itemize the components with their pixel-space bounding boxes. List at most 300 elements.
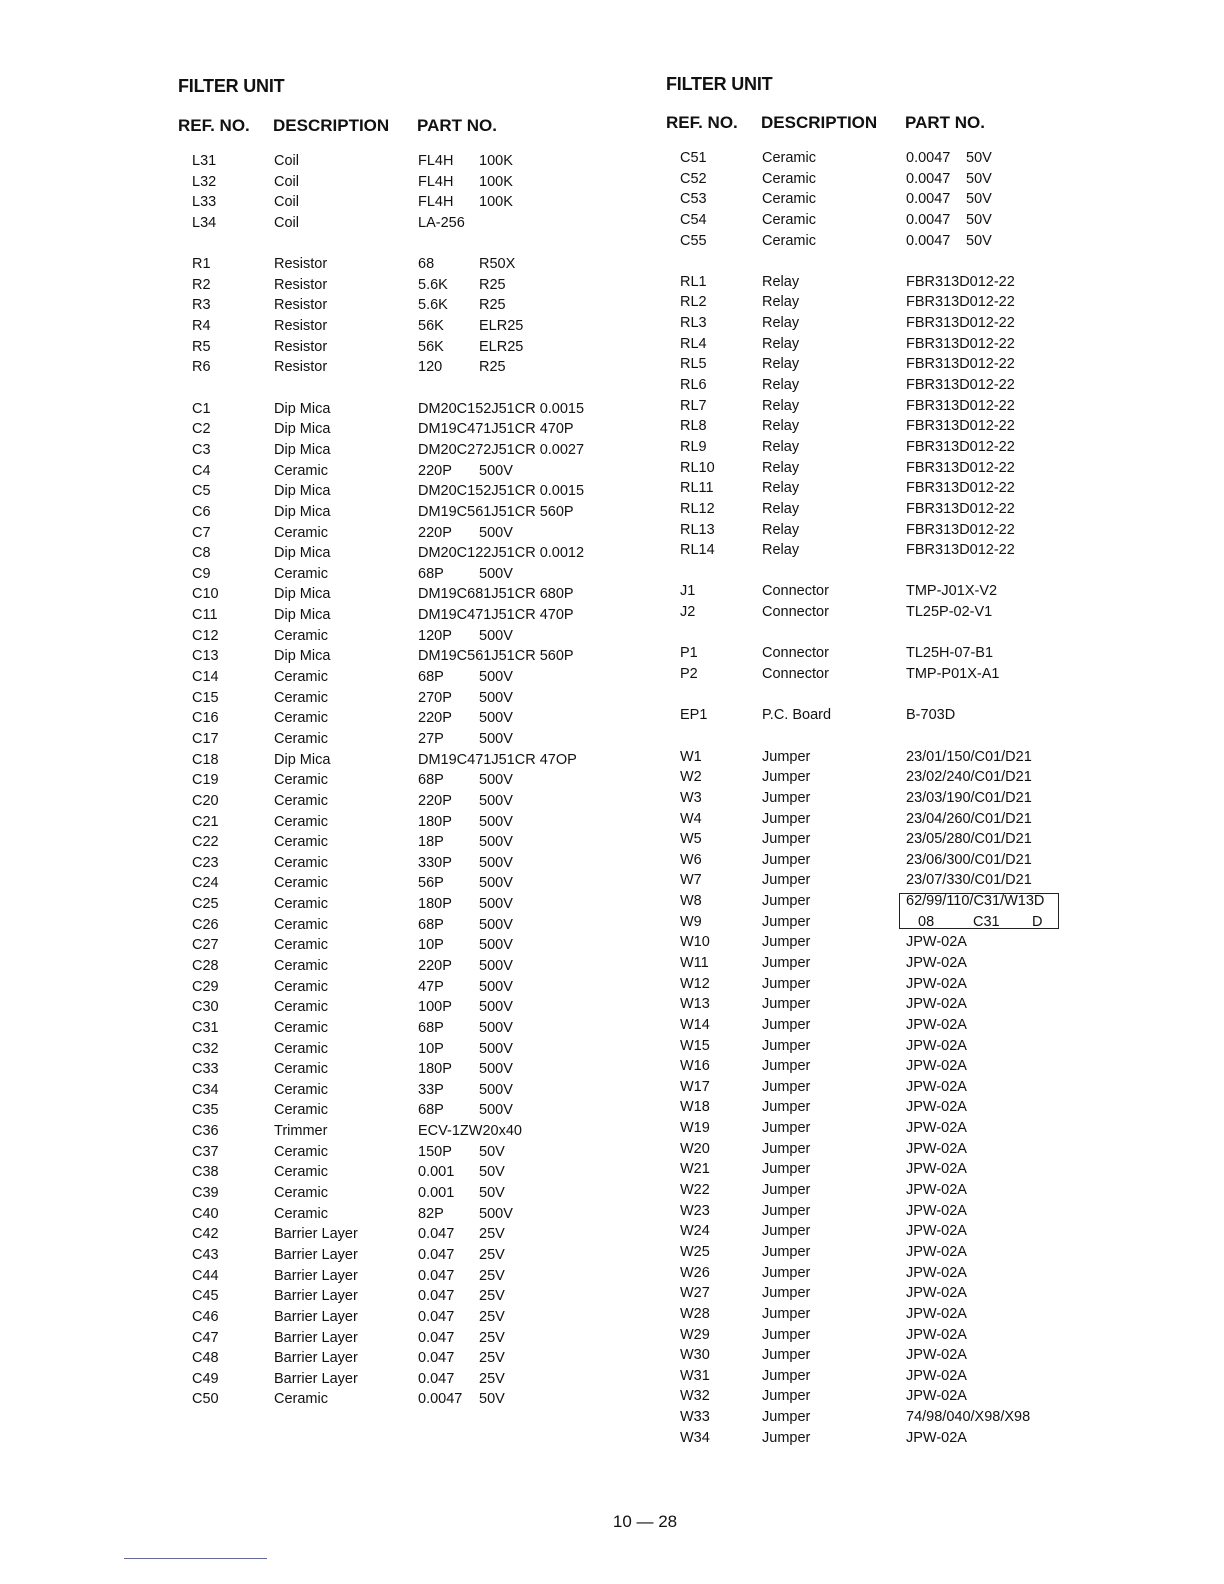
part-no-cell: 23/01/150/C01/D21	[906, 748, 1032, 765]
ref-no-cell: C44	[192, 1267, 219, 1284]
description-cell: Relay	[762, 459, 800, 476]
ref-no-cell: P2	[680, 666, 698, 683]
ref-no-cell: W20	[680, 1140, 710, 1157]
ref-no-cell: J1	[680, 583, 696, 600]
part-no-cell: 120	[418, 359, 443, 376]
description-cell: Ceramic	[274, 916, 328, 933]
description-cell: Jumper	[762, 1223, 811, 1240]
left-header-description: DESCRIPTION	[273, 116, 390, 135]
ref-no-cell: W27	[680, 1285, 710, 1302]
part-no-cell: JPW-02A	[906, 1347, 967, 1364]
ref-no-cell: C9	[192, 565, 211, 582]
part-rating-cell: 500V	[479, 854, 513, 871]
ref-no-cell: C29	[192, 978, 219, 995]
ref-no-cell: C16	[192, 710, 219, 727]
part-rating-cell: 500V	[479, 1040, 513, 1057]
part-no-cell: 0.0047	[906, 170, 951, 187]
part-rating-cell: 50V	[479, 1185, 505, 1202]
description-cell: Trimmer	[274, 1123, 328, 1140]
ref-no-cell: RL7	[680, 397, 707, 414]
description-cell: Ceramic	[274, 792, 328, 809]
description-cell: Coil	[274, 194, 299, 211]
description-cell: Ceramic	[274, 1391, 328, 1408]
ref-no-cell: W4	[680, 810, 702, 827]
description-cell: Relay	[762, 480, 800, 497]
part-no-cell: DM19C471J51CR 470P	[418, 607, 574, 624]
ref-no-cell: C11	[192, 607, 218, 624]
part-no-cell: FBR313D012-22	[906, 397, 1015, 414]
description-cell: Relay	[762, 335, 800, 352]
part-no-cell: B-703D	[906, 707, 956, 724]
part-no-cell: TMP-P01X-A1	[906, 666, 1000, 683]
part-no-cell: DM19C471J51CR 47OP	[418, 751, 577, 768]
part-no-cell: 18P	[418, 834, 444, 851]
ref-no-cell: C23	[192, 854, 219, 871]
description-cell: Dip Mica	[274, 503, 331, 520]
ref-no-cell: C34	[192, 1081, 219, 1098]
part-rating-cell: 500V	[479, 772, 513, 789]
description-cell: Dip Mica	[274, 400, 331, 417]
description-cell: Barrier Layer	[274, 1267, 358, 1284]
part-rating-cell: R50X	[479, 256, 516, 273]
part-no-cell: 100P	[418, 999, 452, 1016]
part-no-cell: ECV-1ZW20x40	[418, 1123, 522, 1140]
description-cell: Dip Mica	[274, 483, 331, 500]
part-rating-cell: 50V	[479, 1164, 505, 1181]
ref-no-cell: C6	[192, 503, 211, 520]
ref-no-cell: C55	[680, 232, 707, 249]
part-rating-cell: 500V	[479, 978, 513, 995]
part-rating-cell: 25V	[479, 1246, 505, 1263]
description-cell: Ceramic	[274, 565, 328, 582]
ref-no-cell: C52	[680, 170, 707, 187]
part-rating-cell: 500V	[479, 957, 513, 974]
part-no-cell: DM20C122J51CR 0.0012	[418, 545, 585, 562]
part-rating-cell: 500V	[479, 999, 513, 1016]
ref-no-cell: P1	[680, 645, 698, 662]
part-rating-cell: 500V	[479, 462, 513, 479]
ref-no-cell: W33	[680, 1409, 710, 1426]
description-cell: Jumper	[762, 1016, 811, 1033]
part-no-cell: DM20C152J51CR 0.0015	[418, 483, 585, 500]
part-no-cell: FBR313D012-22	[906, 294, 1015, 311]
ref-no-cell: C30	[192, 999, 219, 1016]
part-no-cell: FBR313D012-22	[906, 377, 1015, 394]
ref-no-cell: C37	[192, 1143, 219, 1160]
ref-no-cell: W28	[680, 1305, 710, 1322]
description-cell: Connector	[762, 645, 829, 662]
ref-no-cell: C51	[680, 150, 707, 166]
part-rating-cell: 100K	[479, 173, 513, 190]
ref-no-cell: C15	[192, 689, 219, 706]
ref-no-cell: RL11	[680, 480, 714, 497]
part-no-cell: FBR313D012-22	[906, 480, 1015, 497]
description-cell: Jumper	[762, 1285, 811, 1302]
part-no-cell: 120P	[418, 627, 452, 644]
part-no-cell: JPW-02A	[906, 1140, 967, 1157]
part-rating-cell: 25V	[479, 1226, 505, 1243]
part-no-cell: 0.047	[418, 1226, 455, 1243]
part-no-cell: 23/04/260/C01/D21	[906, 810, 1032, 827]
description-cell: Ceramic	[274, 627, 328, 644]
ref-no-cell: W29	[680, 1326, 710, 1343]
ref-no-cell: C54	[680, 211, 707, 228]
part-rating-cell: 500V	[479, 730, 513, 747]
part-rating-cell: 500V	[479, 834, 513, 851]
part-no-cell: JPW-02A	[906, 975, 967, 992]
part-no-cell: JPW-02A	[906, 1326, 967, 1343]
part-rating-cell: R25	[479, 297, 506, 314]
description-cell: Ceramic	[274, 1143, 328, 1160]
part-no-cell: JPW-02A	[906, 1223, 967, 1240]
ref-no-cell: W2	[680, 769, 702, 786]
description-cell: Jumper	[762, 831, 811, 848]
ref-no-cell: RL4	[680, 335, 707, 352]
part-rating-cell: 25V	[479, 1267, 505, 1284]
ref-no-cell: W12	[680, 975, 710, 992]
description-cell: Resistor	[274, 297, 328, 314]
part-rating-cell: 50V	[966, 211, 992, 228]
right-header-part-no: PART NO.	[905, 113, 985, 132]
ref-no-cell: C19	[192, 772, 219, 789]
description-cell: Jumper	[762, 1367, 811, 1384]
part-rating-cell: 500V	[479, 1205, 513, 1222]
part-no-cell: JPW-02A	[906, 934, 967, 951]
description-cell: Barrier Layer	[274, 1226, 358, 1243]
description-cell: Ceramic	[274, 772, 328, 789]
part-no-cell: FL4H	[418, 173, 454, 190]
part-rating-cell: 100K	[479, 194, 513, 211]
ref-no-cell: RL10	[680, 459, 715, 476]
part-no-cell: 0.047	[418, 1329, 455, 1346]
ref-no-cell: C43	[192, 1246, 219, 1263]
ref-no-cell: W18	[680, 1099, 710, 1116]
part-no-cell: JPW-02A	[906, 1202, 967, 1219]
description-cell: Connector	[762, 604, 829, 621]
ref-no-cell: C7	[192, 524, 211, 541]
description-cell: Barrier Layer	[274, 1308, 358, 1325]
part-no-cell: DM19C561J51CR 560P	[418, 648, 574, 665]
part-no-cell: JPW-02A	[906, 1016, 967, 1033]
part-no-cell: 23/06/300/C01/D21	[906, 851, 1032, 868]
part-no-cell: DM20C152J51CR 0.0015	[418, 400, 585, 417]
description-cell: Ceramic	[274, 813, 328, 830]
description-cell: Jumper	[762, 769, 811, 786]
part-no-cell: FBR313D012-22	[906, 335, 1015, 352]
ref-no-cell: C13	[192, 648, 219, 665]
description-cell: Ceramic	[274, 730, 328, 747]
part-no-cell: 0.0047	[906, 150, 951, 166]
ref-no-cell: C33	[192, 1061, 219, 1078]
ref-no-cell: W3	[680, 789, 702, 806]
description-cell: Jumper	[762, 954, 811, 971]
ref-no-cell: C10	[192, 586, 219, 603]
part-no-cell: 220P	[418, 792, 452, 809]
description-cell: Ceramic	[274, 896, 328, 913]
part-no-cell: LA-256	[418, 214, 465, 231]
part-rating-cell: 500V	[479, 1061, 513, 1078]
part-no-cell: 0.0047	[906, 191, 951, 208]
part-no-cell: JPW-02A	[906, 1161, 967, 1178]
description-cell: Resistor	[274, 276, 328, 293]
description-cell: Jumper	[762, 851, 811, 868]
part-no-cell: 56K	[418, 318, 444, 335]
part-suffix-cell: D	[1032, 913, 1043, 930]
ref-no-cell: RL6	[680, 377, 707, 394]
description-cell: Relay	[762, 356, 800, 373]
ref-no-cell: R2	[192, 276, 211, 293]
page-number: 10 — 28	[612, 1512, 678, 1531]
description-cell: Jumper	[762, 872, 811, 889]
description-cell: Jumper	[762, 1305, 811, 1322]
description-cell: Jumper	[762, 1182, 811, 1199]
left-header-ref-no: REF. NO.	[178, 116, 250, 135]
ref-no-cell: L33	[192, 194, 217, 211]
ref-no-cell: C49	[192, 1370, 219, 1387]
description-cell: Ceramic	[274, 854, 328, 871]
part-no-cell: 0.047	[418, 1350, 455, 1367]
ref-no-cell: C32	[192, 1040, 219, 1057]
description-cell: Jumper	[762, 1388, 811, 1405]
part-rating-cell: 100K	[479, 153, 513, 169]
part-rating-cell: 500V	[479, 875, 513, 892]
description-cell: Ceramic	[274, 834, 328, 851]
ref-no-cell: W31	[680, 1367, 710, 1384]
part-rating-cell: 500V	[479, 792, 513, 809]
description-cell: Relay	[762, 397, 800, 414]
ref-no-cell: EP1	[680, 707, 708, 724]
part-no-cell: DM19C681J51CR 680P	[418, 586, 574, 603]
part-no-cell: 68P	[418, 1102, 444, 1119]
part-no-cell: 0.0047	[906, 211, 951, 228]
part-no-cell: 220P	[418, 710, 452, 727]
description-cell: Jumper	[762, 1161, 811, 1178]
ref-no-cell: C45	[192, 1288, 219, 1305]
part-no-cell: FL4H	[418, 194, 454, 211]
ref-no-cell: RL13	[680, 521, 715, 538]
part-no-cell: FBR313D012-22	[906, 273, 1015, 290]
ref-no-cell: W34	[680, 1429, 710, 1446]
description-cell: Jumper	[762, 1078, 811, 1095]
right-header-ref-no: REF. NO.	[666, 113, 738, 132]
part-rating-cell: 25V	[479, 1288, 505, 1305]
part-no-cell: FBR313D012-22	[906, 542, 1015, 559]
ref-no-cell: C24	[192, 875, 219, 892]
part-rating-cell: 25V	[479, 1350, 505, 1367]
ref-no-cell: L32	[192, 173, 217, 190]
ref-no-cell: W30	[680, 1347, 710, 1364]
part-no-cell: 220P	[418, 957, 452, 974]
description-cell: Jumper	[762, 1120, 811, 1137]
description-cell: Ceramic	[274, 1081, 328, 1098]
ref-no-cell: C35	[192, 1102, 219, 1119]
part-no-cell: 330P	[418, 854, 452, 871]
part-no-cell: 68P	[418, 565, 444, 582]
part-no-cell: 180P	[418, 813, 452, 830]
description-cell: Jumper	[762, 1243, 811, 1260]
description-cell: Ceramic	[274, 462, 328, 479]
ref-no-cell: R6	[192, 359, 211, 376]
part-rating-cell: 500V	[479, 710, 513, 727]
part-no-cell: 23/07/330/C01/D21	[906, 872, 1032, 889]
description-cell: Ceramic	[274, 1205, 328, 1222]
ref-no-cell: W15	[680, 1037, 710, 1054]
part-no-cell: 5.6K	[418, 297, 448, 314]
description-cell: Ceramic	[274, 1040, 328, 1057]
description-cell: Resistor	[274, 338, 328, 355]
part-rating-cell: 500V	[479, 1102, 513, 1119]
ref-no-cell: R4	[192, 318, 211, 335]
ref-no-cell: W32	[680, 1388, 710, 1405]
description-cell: Barrier Layer	[274, 1288, 358, 1305]
description-cell: Jumper	[762, 1326, 811, 1343]
part-no-cell: TMP-J01X-V2	[906, 583, 998, 600]
part-no-cell: 0.001	[418, 1164, 455, 1181]
part-no-cell: 33P	[418, 1081, 444, 1098]
part-no-cell: 62/99/110/C31/W13D	[906, 893, 1045, 910]
part-no-cell: 68P	[418, 1019, 444, 1036]
ref-no-cell: W8	[680, 893, 702, 910]
description-cell: Ceramic	[762, 170, 816, 187]
ref-no-cell: C26	[192, 916, 219, 933]
part-no-cell: JPW-02A	[906, 1285, 967, 1302]
description-cell: Ceramic	[274, 1185, 328, 1202]
description-cell: Relay	[762, 294, 800, 311]
description-cell: Jumper	[762, 1140, 811, 1157]
description-cell: Dip Mica	[274, 441, 331, 458]
description-cell: Ceramic	[274, 1164, 328, 1181]
part-no-cell: 0.001	[418, 1185, 455, 1202]
part-rating-cell: 500V	[479, 565, 513, 582]
ref-no-cell: C22	[192, 834, 219, 851]
ref-no-cell: RL5	[680, 356, 707, 373]
ref-no-cell: W21	[680, 1161, 710, 1178]
ref-no-cell: C1	[192, 400, 211, 417]
ref-no-cell: RL9	[680, 438, 707, 455]
part-rating-cell: 500V	[479, 937, 513, 954]
ref-no-cell: C14	[192, 669, 219, 686]
description-cell: Dip Mica	[274, 607, 331, 624]
description-cell: Ceramic	[274, 999, 328, 1016]
part-no-cell: JPW-02A	[906, 1264, 967, 1281]
description-cell: Jumper	[762, 1347, 811, 1364]
part-no-cell: TL25P-02-V1	[906, 604, 993, 621]
description-cell: Jumper	[762, 1429, 811, 1446]
part-rating-cell: 500V	[479, 689, 513, 706]
description-cell: Resistor	[274, 359, 328, 376]
part-rating-cell: 50V	[966, 191, 992, 208]
ref-no-cell: W11	[680, 954, 709, 971]
part-no-cell: 23/05/280/C01/D21	[906, 831, 1032, 848]
ref-no-cell: C42	[192, 1226, 219, 1243]
part-rating-cell: C31	[973, 913, 1000, 930]
ref-no-cell: C3	[192, 441, 211, 458]
ref-no-cell: C12	[192, 627, 219, 644]
description-cell: Jumper	[762, 1409, 811, 1426]
part-rating-cell: 500V	[479, 916, 513, 933]
part-rating-cell: 500V	[479, 1019, 513, 1036]
ref-no-cell: C25	[192, 896, 219, 913]
description-cell: Jumper	[762, 934, 811, 951]
description-cell: Jumper	[762, 1099, 811, 1116]
part-no-cell: JPW-02A	[906, 1078, 967, 1095]
part-no-cell: FBR313D012-22	[906, 438, 1015, 455]
description-cell: Relay	[762, 377, 800, 394]
ref-no-cell: RL12	[680, 500, 715, 517]
footer-rule	[124, 1558, 267, 1559]
part-rating-cell: R25	[479, 276, 506, 293]
ref-no-cell: L34	[192, 214, 217, 231]
part-no-cell: JPW-02A	[906, 1305, 967, 1322]
part-no-cell: 27P	[418, 730, 444, 747]
description-cell: Resistor	[274, 318, 328, 335]
part-no-cell: JPW-02A	[906, 1120, 967, 1137]
ref-no-cell: C27	[192, 937, 219, 954]
description-cell: Ceramic	[274, 957, 328, 974]
part-rating-cell: 500V	[479, 1081, 513, 1098]
part-no-cell: 68P	[418, 916, 444, 933]
description-cell: Connector	[762, 583, 829, 600]
ref-no-cell: C4	[192, 462, 211, 479]
description-cell: Ceramic	[274, 1102, 328, 1119]
ref-no-cell: C28	[192, 957, 219, 974]
part-no-cell: 220P	[418, 524, 452, 541]
part-no-cell: FL4H	[418, 153, 454, 169]
description-cell: Ceramic	[274, 710, 328, 727]
left-header-part-no: PART NO.	[417, 116, 497, 135]
part-no-cell: 0.047	[418, 1267, 455, 1284]
description-cell: Dip Mica	[274, 751, 331, 768]
description-cell: Jumper	[762, 810, 811, 827]
part-rating-cell: 50V	[479, 1391, 505, 1408]
description-cell: Relay	[762, 500, 800, 517]
description-cell: Ceramic	[762, 211, 816, 228]
description-cell: Coil	[274, 214, 299, 231]
part-no-cell: 68P	[418, 772, 444, 789]
ref-no-cell: W23	[680, 1202, 710, 1219]
ref-no-cell: C38	[192, 1164, 219, 1181]
part-no-cell: JPW-02A	[906, 954, 967, 971]
ref-no-cell: RL3	[680, 315, 707, 332]
description-cell: Relay	[762, 315, 800, 332]
description-cell: Jumper	[762, 748, 811, 765]
part-no-cell: JPW-02A	[906, 1243, 967, 1260]
part-rating-cell: R25	[479, 359, 506, 376]
description-cell: Relay	[762, 438, 800, 455]
part-rating-cell: 500V	[479, 813, 513, 830]
description-cell: Ceramic	[274, 1061, 328, 1078]
part-rating-cell: ELR25	[479, 318, 524, 335]
description-cell: Jumper	[762, 1264, 811, 1281]
description-cell: Jumper	[762, 975, 811, 992]
part-no-cell: 10P	[418, 1040, 444, 1057]
ref-no-cell: C18	[192, 751, 219, 768]
ref-no-cell: J2	[680, 604, 696, 621]
part-no-cell: JPW-02A	[906, 1058, 967, 1075]
description-cell: Relay	[762, 542, 800, 559]
ref-no-cell: C39	[192, 1185, 219, 1202]
part-no-cell: JPW-02A	[906, 1099, 967, 1116]
description-cell: Ceramic	[762, 232, 816, 249]
part-no-cell: 220P	[418, 462, 452, 479]
ref-no-cell: W22	[680, 1182, 710, 1199]
part-rating-cell: 500V	[479, 524, 513, 541]
part-rating-cell: ELR25	[479, 338, 524, 355]
description-cell: Dip Mica	[274, 648, 331, 665]
part-no-cell: 74/98/040/X98/X98	[906, 1409, 1031, 1426]
part-no-cell: 0.0047	[906, 232, 951, 249]
description-cell: Ceramic	[274, 524, 328, 541]
